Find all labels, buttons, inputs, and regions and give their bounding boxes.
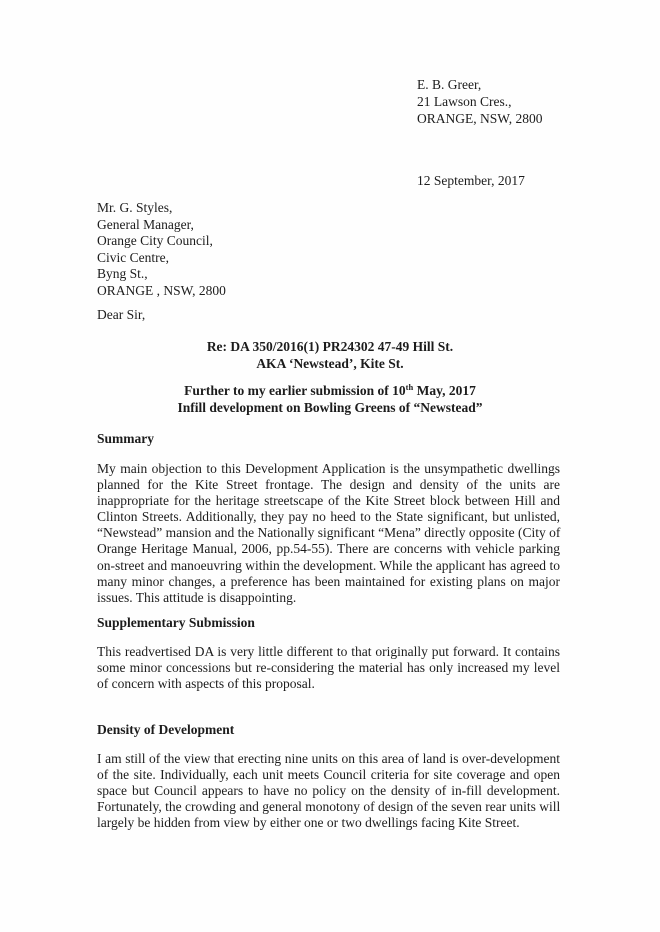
further-line-1-text: Further to my earlier submission of 10 <box>184 383 406 398</box>
sender-city: ORANGE, NSW, 2800 <box>417 111 543 126</box>
further-line-2: Infill development on Bowling Greens of “Newstead” <box>177 400 483 415</box>
supplementary-paragraph <box>97 644 560 692</box>
re-line-2: AKA ‘Newstead’, Kite St. <box>256 356 404 371</box>
recipient-title: General Manager, <box>97 216 194 232</box>
summary-heading: Summary <box>97 431 154 446</box>
density-line: space but Council appears to have no policy on the density of in-fill development. <box>97 783 560 799</box>
recipient-name: Mr. G. Styles, <box>97 200 173 215</box>
sender-street: 21 Lawson Cres., <box>417 94 512 109</box>
recipient-street: Byng St., <box>97 266 148 281</box>
further-heading <box>97 382 563 416</box>
recipient-address <box>97 200 226 299</box>
density-paragraph <box>97 751 560 831</box>
further-line-1-sup: th <box>405 382 414 392</box>
letter-date: 12 September, 2017 <box>417 173 525 188</box>
density-heading: Density of Development <box>97 722 235 737</box>
summary-line: issues. This attitude is disappointing. <box>97 589 297 605</box>
supplementary-heading: Supplementary Submission <box>97 615 255 630</box>
summary-line: “Newstead” mansion and the Nationally significant “Mena” directly opposite (City of <box>97 525 561 541</box>
salutation: Dear Sir, <box>97 307 146 322</box>
summary-paragraph <box>97 461 560 606</box>
further-line-1-end: May, 2017 <box>413 383 476 398</box>
supplementary-line: some minor concessions but re-considering the material has only increased my level <box>97 660 560 676</box>
summary-line: inappropriate for the heritage streetscape of the Kite Street block between Hill and <box>97 493 560 509</box>
density-line: I am still of the view that erecting nine units on this area of land is over-development <box>97 751 560 766</box>
density-line: Fortunately, the crowding and general monotony of design of the seven rear units will <box>97 799 561 815</box>
sender-address <box>417 76 543 127</box>
density-line: largely be hidden from view by either one or two dwellings facing Kite Street. <box>97 815 520 831</box>
summary-line: planned for the Kite Street frontage. The design and density of the units are <box>97 477 560 493</box>
re-line-1: Re: DA 350/2016(1) PR24302 47-49 Hill St. <box>206 339 454 354</box>
re-heading <box>97 338 563 372</box>
summary-line: Clinton Streets. Additionally, they pay no heed to the State significant, but unlisted, <box>97 509 560 525</box>
further-line-1 <box>97 382 563 399</box>
supplementary-line: of concern with aspects of this proposal. <box>97 676 315 692</box>
sender-name: E. B. Greer, <box>417 77 482 92</box>
recipient-city: ORANGE , NSW, 2800 <box>97 282 226 298</box>
recipient-organisation: Orange City Council, <box>97 233 213 248</box>
recipient-building: Civic Centre, <box>97 249 169 265</box>
summary-line: Orange Heritage Manual, 2006, pp.54-55). There are concerns with vehicle parking <box>97 541 560 557</box>
summary-line: My main objection to this Development Application is the unsympathetic dwellings <box>97 461 560 476</box>
density-line: of the site. Individually, each unit meets Council criteria for site coverage and open <box>97 767 560 783</box>
summary-line: on-street and manoeuvring within the development. While the applicant has agreed to <box>97 557 560 573</box>
supplementary-line: This readvertised DA is very little different to that originally put forward. It contains <box>97 644 560 659</box>
summary-line: many minor changes, a preference has been maintained for existing plans on major <box>97 573 560 589</box>
